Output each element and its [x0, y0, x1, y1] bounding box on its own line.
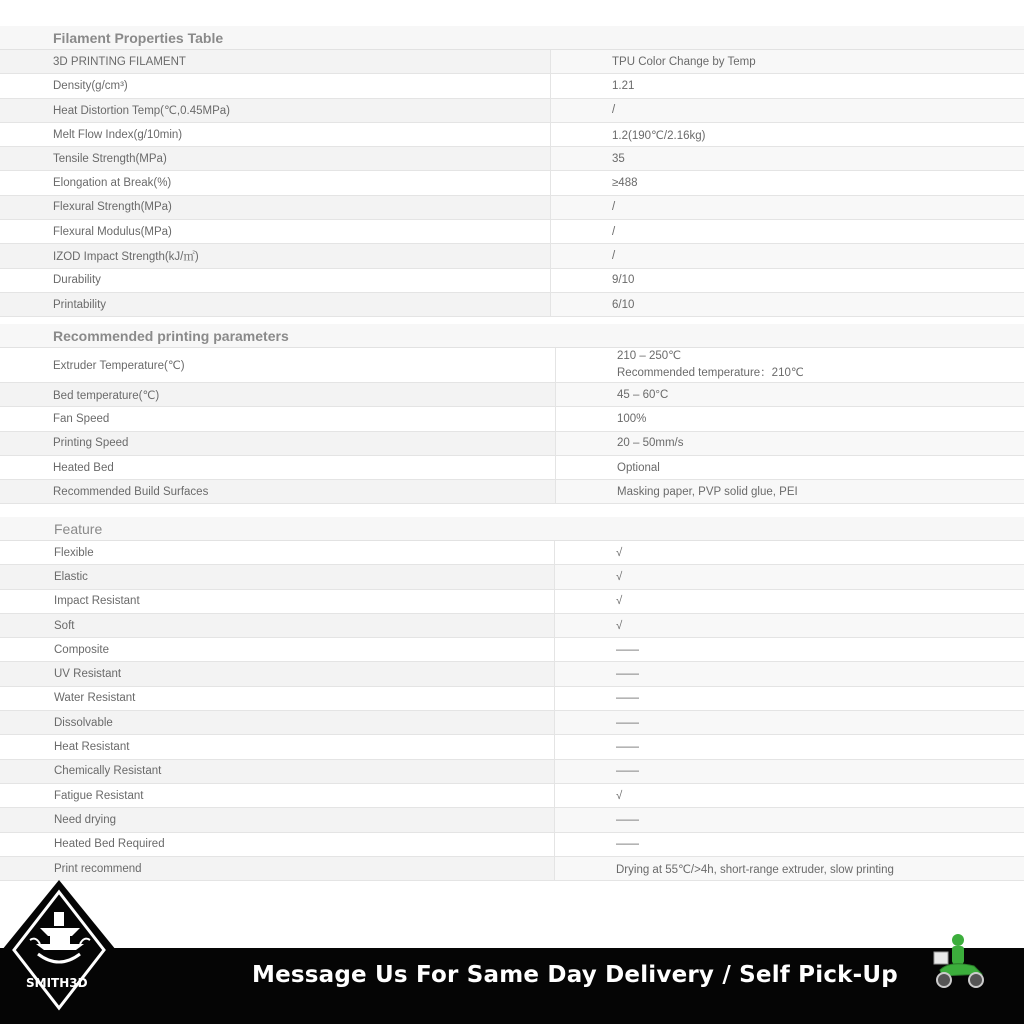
row-label: Print recommend	[0, 857, 555, 880]
row-value: ≥488	[612, 177, 638, 190]
row-label: Printing Speed	[0, 432, 556, 455]
printing-section	[0, 324, 1024, 504]
row-value: √	[616, 595, 623, 608]
table-row	[0, 147, 1024, 171]
scooter-delivery-icon	[930, 930, 988, 992]
table-row	[0, 220, 1024, 244]
properties-title: Filament Properties Table	[0, 26, 1024, 50]
table-row	[0, 456, 1024, 480]
table-row	[0, 711, 1024, 735]
table-row	[0, 383, 1024, 407]
row-label: Dissolvable	[0, 711, 555, 734]
row-label: Heated Bed	[0, 456, 556, 479]
row-value: /	[612, 225, 616, 238]
row-label: Heat Resistant	[0, 735, 555, 758]
row-label: Flexible	[0, 541, 555, 564]
table-row	[0, 480, 1024, 504]
table-row	[0, 760, 1024, 784]
row-label: Elastic	[0, 565, 555, 588]
row-label: Extruder Temperature(℃)	[0, 348, 556, 382]
properties-section	[0, 26, 1024, 317]
row-label: Fatigue Resistant	[0, 784, 555, 807]
row-value: 35	[551, 147, 1024, 170]
table-row	[0, 735, 1024, 759]
properties-table	[0, 50, 1024, 317]
row-value: /	[551, 196, 1024, 219]
table-row	[0, 541, 1024, 565]
row-label: Bed temperature(℃)	[0, 383, 556, 406]
row-label: Heat Distortion Temp(℃,0.45MPa)	[0, 99, 551, 122]
extruder-recommended: Recommended temperature：210℃	[617, 367, 804, 379]
row-label: Impact Resistant	[0, 590, 555, 613]
table-row	[0, 662, 1024, 686]
table-row	[0, 269, 1024, 293]
table-row	[0, 99, 1024, 123]
row-value: 9/10	[612, 274, 635, 287]
row-value: 1.21	[612, 79, 635, 92]
table-row	[0, 123, 1024, 147]
table-row	[0, 171, 1024, 195]
table-row	[0, 293, 1024, 317]
anvil-logo-icon	[0, 878, 118, 1024]
row-value: ——	[616, 692, 639, 705]
row-label: Recommended Build Surfaces	[0, 480, 556, 503]
row-label: Water Resistant	[0, 687, 555, 710]
row-value: ——	[616, 741, 639, 754]
row-value: 1.2(190℃/2.16kg)	[612, 129, 706, 142]
table-row	[0, 687, 1024, 711]
table-row	[0, 590, 1024, 614]
table-row	[0, 407, 1024, 431]
row-label: Durability	[0, 269, 551, 292]
row-value: Optional	[617, 461, 660, 474]
features-section	[0, 517, 1024, 881]
row-value: 6/10	[551, 293, 1024, 316]
row-value	[556, 348, 1024, 382]
footer-banner	[0, 948, 1024, 1024]
row-value: /	[551, 99, 1024, 122]
table-row	[0, 857, 1024, 881]
row-value: Drying at 55℃/>4h, short-range extruder, slow printing	[555, 857, 1024, 880]
footer-message: Message Us For Same Day Delivery / Self Pick-Up	[252, 962, 898, 988]
table-row	[0, 614, 1024, 638]
row-value: √	[616, 546, 623, 559]
row-label: Melt Flow Index(g/10min)	[0, 123, 551, 146]
table-row	[0, 784, 1024, 808]
row-value: ——	[616, 838, 639, 851]
features-table	[0, 541, 1024, 881]
row-label: Elongation at Break(%)	[0, 171, 551, 194]
printing-title: Recommended printing parameters	[0, 324, 1024, 348]
row-value: √	[555, 614, 1024, 637]
row-value: Masking paper, PVP solid glue, PEI	[556, 480, 1024, 503]
row-label: IZOD Impact Strength(kJ/㎡)	[0, 244, 551, 267]
row-value: √	[555, 565, 1024, 588]
row-label: Heated Bed Required	[0, 833, 555, 856]
row-value: √	[616, 789, 623, 802]
extruder-range: 210 – 250℃	[617, 350, 682, 362]
table-row	[0, 432, 1024, 456]
row-label: Soft	[0, 614, 555, 637]
row-value: ——	[555, 662, 1024, 685]
row-label: Flexural Strength(MPa)	[0, 196, 551, 219]
row-value: ——	[616, 643, 639, 656]
row-label: Density(g/cm³)	[0, 74, 551, 97]
row-label: Printability	[0, 293, 551, 316]
row-label: UV Resistant	[0, 662, 555, 685]
brand-logo	[0, 878, 118, 1024]
features-title: Feature	[0, 517, 1024, 541]
table-row	[0, 565, 1024, 589]
table-row	[0, 196, 1024, 220]
table-row	[0, 638, 1024, 662]
table-row	[0, 244, 1024, 268]
row-value: 20 – 50mm/s	[556, 432, 1024, 455]
row-value: ——	[555, 808, 1024, 831]
row-label: Composite	[0, 638, 555, 661]
row-label: Chemically Resistant	[0, 760, 555, 783]
row-value: 45 – 60°C	[556, 383, 1024, 406]
row-label: 3D PRINTING FILAMENT	[0, 50, 551, 73]
row-label: Tensile Strength(MPa)	[0, 147, 551, 170]
printing-table	[0, 383, 1024, 504]
row-value: ——	[555, 711, 1024, 734]
table-row	[0, 74, 1024, 98]
row-label: Flexural Modulus(MPa)	[0, 220, 551, 243]
table-row	[0, 833, 1024, 857]
table-row	[0, 50, 1024, 74]
row-value: /	[551, 244, 1024, 267]
row-value: ——	[555, 760, 1024, 783]
row-label: Need drying	[0, 808, 555, 831]
table-row	[0, 808, 1024, 832]
table-row-extruder	[0, 348, 1024, 383]
brand-name: SMITH3D	[26, 976, 88, 990]
row-value: TPU Color Change by Temp	[551, 50, 1024, 73]
row-label: Fan Speed	[0, 407, 556, 430]
row-value: 100%	[617, 412, 647, 425]
